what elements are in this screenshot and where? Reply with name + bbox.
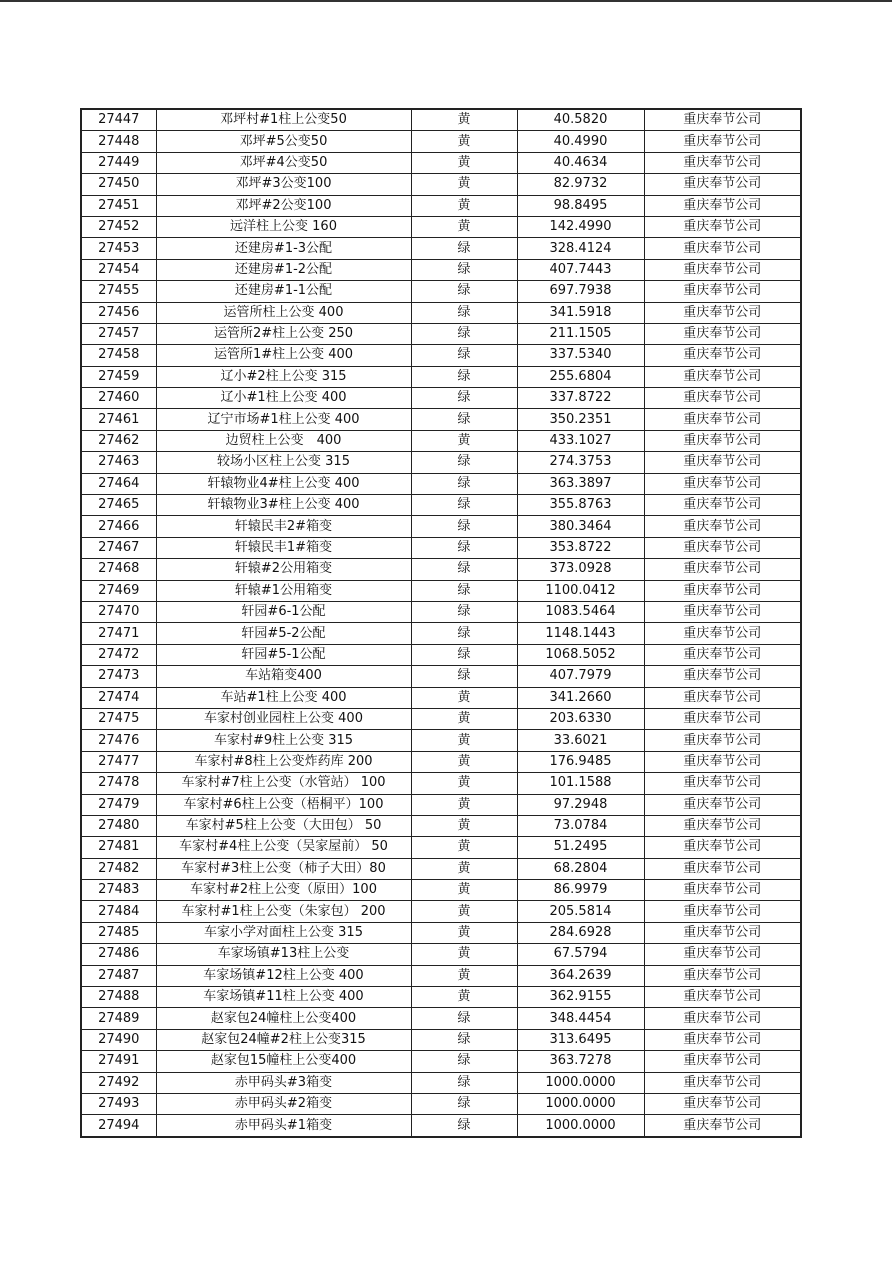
cell-id: 27488	[81, 987, 156, 1008]
cell-color: 绿	[411, 623, 517, 644]
cell-name: 车站#1柱上公变 400	[156, 687, 411, 708]
table-row	[81, 495, 801, 516]
cell-value: 363.3897	[517, 473, 644, 494]
cell-company: 重庆奉节公司	[644, 302, 801, 323]
cell-id: 27469	[81, 580, 156, 601]
cell-id: 27484	[81, 901, 156, 922]
cell-id: 27494	[81, 1115, 156, 1137]
cell-color: 绿	[411, 366, 517, 387]
cell-id: 27450	[81, 174, 156, 195]
table-row	[81, 1115, 801, 1137]
cell-name: 轩园#6-1公配	[156, 601, 411, 622]
cell-color: 绿	[411, 1093, 517, 1114]
table-row	[81, 922, 801, 943]
cell-name: 邓坪#3公变100	[156, 174, 411, 195]
cell-id: 27491	[81, 1051, 156, 1072]
cell-name: 邓坪#5公变50	[156, 131, 411, 152]
table-row	[81, 537, 801, 558]
table-row	[81, 1051, 801, 1072]
cell-color: 绿	[411, 516, 517, 537]
cell-company: 重庆奉节公司	[644, 901, 801, 922]
cell-color: 黄	[411, 195, 517, 216]
cell-company: 重庆奉节公司	[644, 773, 801, 794]
cell-color: 绿	[411, 259, 517, 280]
cell-id: 27490	[81, 1029, 156, 1050]
table-row	[81, 345, 801, 366]
cell-company: 重庆奉节公司	[644, 281, 801, 302]
table-row	[81, 323, 801, 344]
cell-name: 赤甲码头#3箱变	[156, 1072, 411, 1093]
cell-color: 黄	[411, 152, 517, 173]
cell-company: 重庆奉节公司	[644, 388, 801, 409]
table-row	[81, 751, 801, 772]
cell-name: 辽小#1柱上公变 400	[156, 388, 411, 409]
cell-id: 27476	[81, 730, 156, 751]
cell-color: 绿	[411, 1051, 517, 1072]
table-row	[81, 131, 801, 152]
cell-color: 黄	[411, 880, 517, 901]
table-row	[81, 858, 801, 879]
cell-id: 27482	[81, 858, 156, 879]
table-row	[81, 901, 801, 922]
cell-name: 较场小区柱上公变 315	[156, 452, 411, 473]
table-row	[81, 452, 801, 473]
table-row	[81, 773, 801, 794]
cell-company: 重庆奉节公司	[644, 944, 801, 965]
cell-company: 重庆奉节公司	[644, 1072, 801, 1093]
cell-id: 27481	[81, 837, 156, 858]
cell-company: 重庆奉节公司	[644, 1051, 801, 1072]
cell-color: 绿	[411, 580, 517, 601]
table-row	[81, 366, 801, 387]
table-row	[81, 1029, 801, 1050]
cell-color: 黄	[411, 751, 517, 772]
cell-company: 重庆奉节公司	[644, 837, 801, 858]
cell-name: 轩辕物业4#柱上公变 400	[156, 473, 411, 494]
cell-value: 355.8763	[517, 495, 644, 516]
cell-color: 绿	[411, 302, 517, 323]
cell-color: 绿	[411, 345, 517, 366]
cell-color: 绿	[411, 281, 517, 302]
cell-company: 重庆奉节公司	[644, 965, 801, 986]
cell-value: 97.2948	[517, 794, 644, 815]
cell-name: 轩辕民丰1#箱变	[156, 537, 411, 558]
cell-color: 黄	[411, 922, 517, 943]
cell-value: 341.5918	[517, 302, 644, 323]
cell-color: 绿	[411, 495, 517, 516]
table-row	[81, 730, 801, 751]
cell-company: 重庆奉节公司	[644, 708, 801, 729]
cell-value: 101.1588	[517, 773, 644, 794]
table-row	[81, 259, 801, 280]
cell-name: 还建房#1-2公配	[156, 259, 411, 280]
cell-color: 绿	[411, 666, 517, 687]
cell-value: 433.1027	[517, 430, 644, 451]
cell-id: 27472	[81, 644, 156, 665]
cell-company: 重庆奉节公司	[644, 580, 801, 601]
cell-name: 车家场镇#13柱上公变	[156, 944, 411, 965]
cell-color: 黄	[411, 708, 517, 729]
cell-name: 边贸柱上公变 400	[156, 430, 411, 451]
cell-value: 407.7443	[517, 259, 644, 280]
cell-value: 1083.5464	[517, 601, 644, 622]
cell-value: 353.8722	[517, 537, 644, 558]
table-row	[81, 965, 801, 986]
cell-id: 27477	[81, 751, 156, 772]
cell-name: 还建房#1-3公配	[156, 238, 411, 259]
cell-color: 黄	[411, 944, 517, 965]
cell-company: 重庆奉节公司	[644, 1008, 801, 1029]
cell-value: 205.5814	[517, 901, 644, 922]
table-row	[81, 109, 801, 131]
cell-name: 赤甲码头#1箱变	[156, 1115, 411, 1137]
cell-color: 绿	[411, 601, 517, 622]
table-row	[81, 708, 801, 729]
cell-company: 重庆奉节公司	[644, 601, 801, 622]
table-body	[81, 109, 801, 1137]
cell-id: 27475	[81, 708, 156, 729]
cell-value: 313.6495	[517, 1029, 644, 1050]
cell-value: 284.6928	[517, 922, 644, 943]
cell-id: 27466	[81, 516, 156, 537]
cell-company: 重庆奉节公司	[644, 687, 801, 708]
cell-name: 车家场镇#11柱上公变 400	[156, 987, 411, 1008]
cell-company: 重庆奉节公司	[644, 794, 801, 815]
cell-color: 黄	[411, 131, 517, 152]
table-row	[81, 152, 801, 173]
cell-company: 重庆奉节公司	[644, 152, 801, 173]
cell-value: 255.6804	[517, 366, 644, 387]
cell-id: 27453	[81, 238, 156, 259]
cell-name: 车家村#3柱上公变（柿子大田）80	[156, 858, 411, 879]
cell-company: 重庆奉节公司	[644, 666, 801, 687]
table-row	[81, 302, 801, 323]
cell-id: 27464	[81, 473, 156, 494]
cell-company: 重庆奉节公司	[644, 216, 801, 237]
cell-value: 40.4990	[517, 131, 644, 152]
cell-name: 邓坪#4公变50	[156, 152, 411, 173]
cell-value: 363.7278	[517, 1051, 644, 1072]
table-row	[81, 687, 801, 708]
cell-id: 27459	[81, 366, 156, 387]
cell-color: 黄	[411, 687, 517, 708]
cell-id: 27449	[81, 152, 156, 173]
cell-company: 重庆奉节公司	[644, 323, 801, 344]
cell-name: 车家村#4柱上公变（吴家屋前） 50	[156, 837, 411, 858]
cell-id: 27456	[81, 302, 156, 323]
cell-id: 27478	[81, 773, 156, 794]
cell-id: 27465	[81, 495, 156, 516]
cell-company: 重庆奉节公司	[644, 409, 801, 430]
cell-id: 27468	[81, 559, 156, 580]
cell-color: 黄	[411, 858, 517, 879]
cell-value: 373.0928	[517, 559, 644, 580]
cell-company: 重庆奉节公司	[644, 559, 801, 580]
cell-name: 车家村创业园柱上公变 400	[156, 708, 411, 729]
cell-company: 重庆奉节公司	[644, 815, 801, 836]
cell-color: 绿	[411, 1008, 517, 1029]
cell-company: 重庆奉节公司	[644, 366, 801, 387]
table-row	[81, 281, 801, 302]
cell-value: 98.8495	[517, 195, 644, 216]
table-row	[81, 473, 801, 494]
cell-color: 黄	[411, 965, 517, 986]
cell-id: 27492	[81, 1072, 156, 1093]
cell-company: 重庆奉节公司	[644, 131, 801, 152]
cell-value: 337.8722	[517, 388, 644, 409]
cell-id: 27455	[81, 281, 156, 302]
table-row	[81, 1008, 801, 1029]
cell-name: 运管所1#柱上公变 400	[156, 345, 411, 366]
cell-id: 27486	[81, 944, 156, 965]
cell-value: 274.3753	[517, 452, 644, 473]
cell-name: 运管所柱上公变 400	[156, 302, 411, 323]
page-top-rule	[0, 0, 892, 2]
cell-value: 176.9485	[517, 751, 644, 772]
cell-name: 赵家包15幢柱上公变400	[156, 1051, 411, 1072]
cell-value: 362.9155	[517, 987, 644, 1008]
cell-company: 重庆奉节公司	[644, 1029, 801, 1050]
cell-company: 重庆奉节公司	[644, 987, 801, 1008]
cell-company: 重庆奉节公司	[644, 345, 801, 366]
cell-id: 27451	[81, 195, 156, 216]
table-row	[81, 601, 801, 622]
cell-company: 重庆奉节公司	[644, 922, 801, 943]
cell-value: 67.5794	[517, 944, 644, 965]
cell-company: 重庆奉节公司	[644, 259, 801, 280]
cell-color: 黄	[411, 901, 517, 922]
table-row	[81, 880, 801, 901]
cell-company: 重庆奉节公司	[644, 1115, 801, 1137]
cell-value: 73.0784	[517, 815, 644, 836]
cell-id: 27454	[81, 259, 156, 280]
cell-id: 27480	[81, 815, 156, 836]
cell-id: 27487	[81, 965, 156, 986]
cell-name: 车家村#1柱上公变（朱家包） 200	[156, 901, 411, 922]
cell-name: 赤甲码头#2箱变	[156, 1093, 411, 1114]
cell-id: 27457	[81, 323, 156, 344]
cell-value: 40.4634	[517, 152, 644, 173]
table-row	[81, 174, 801, 195]
cell-name: 辽小#2柱上公变 315	[156, 366, 411, 387]
table-row	[81, 944, 801, 965]
cell-color: 绿	[411, 559, 517, 580]
cell-color: 黄	[411, 216, 517, 237]
cell-color: 黄	[411, 837, 517, 858]
cell-value: 328.4124	[517, 238, 644, 259]
table-row	[81, 794, 801, 815]
cell-name: 运管所2#柱上公变 250	[156, 323, 411, 344]
table-row	[81, 644, 801, 665]
cell-id: 27473	[81, 666, 156, 687]
cell-name: 车家村#6柱上公变（梧桐平）100	[156, 794, 411, 815]
cell-value: 82.9732	[517, 174, 644, 195]
cell-color: 绿	[411, 409, 517, 430]
cell-company: 重庆奉节公司	[644, 495, 801, 516]
cell-company: 重庆奉节公司	[644, 452, 801, 473]
cell-value: 407.7979	[517, 666, 644, 687]
table-row	[81, 837, 801, 858]
cell-color: 绿	[411, 323, 517, 344]
cell-value: 203.6330	[517, 708, 644, 729]
cell-color: 黄	[411, 109, 517, 131]
cell-name: 车站箱变400	[156, 666, 411, 687]
table-row	[81, 388, 801, 409]
cell-color: 绿	[411, 452, 517, 473]
cell-id: 27463	[81, 452, 156, 473]
data-table	[80, 108, 802, 1138]
cell-id: 27483	[81, 880, 156, 901]
cell-value: 337.5340	[517, 345, 644, 366]
cell-name: 还建房#1-1公配	[156, 281, 411, 302]
cell-value: 348.4454	[517, 1008, 644, 1029]
cell-color: 绿	[411, 1115, 517, 1137]
cell-company: 重庆奉节公司	[644, 751, 801, 772]
cell-name: 车家村#7柱上公变（水管站） 100	[156, 773, 411, 794]
cell-value: 380.3464	[517, 516, 644, 537]
table-row	[81, 987, 801, 1008]
cell-id: 27479	[81, 794, 156, 815]
table-row	[81, 815, 801, 836]
table-row	[81, 666, 801, 687]
table-row	[81, 409, 801, 430]
cell-color: 绿	[411, 1029, 517, 1050]
cell-id: 27452	[81, 216, 156, 237]
cell-name: 车家场镇#12柱上公变 400	[156, 965, 411, 986]
table-row	[81, 1093, 801, 1114]
table-row	[81, 516, 801, 537]
cell-color: 黄	[411, 815, 517, 836]
cell-color: 黄	[411, 987, 517, 1008]
table-row	[81, 430, 801, 451]
cell-id: 27471	[81, 623, 156, 644]
cell-value: 1068.5052	[517, 644, 644, 665]
cell-value: 1000.0000	[517, 1072, 644, 1093]
cell-color: 绿	[411, 473, 517, 494]
cell-name: 邓坪#2公变100	[156, 195, 411, 216]
cell-id: 27470	[81, 601, 156, 622]
cell-name: 轩园#5-1公配	[156, 644, 411, 665]
table-row	[81, 238, 801, 259]
cell-id: 27460	[81, 388, 156, 409]
cell-company: 重庆奉节公司	[644, 623, 801, 644]
cell-name: 邓坪村#1柱上公变50	[156, 109, 411, 131]
cell-name: 赵家包24幢柱上公变400	[156, 1008, 411, 1029]
cell-color: 绿	[411, 388, 517, 409]
cell-company: 重庆奉节公司	[644, 238, 801, 259]
cell-id: 27474	[81, 687, 156, 708]
cell-name: 远洋柱上公变 160	[156, 216, 411, 237]
cell-color: 绿	[411, 537, 517, 558]
cell-color: 绿	[411, 238, 517, 259]
cell-company: 重庆奉节公司	[644, 880, 801, 901]
cell-name: 赵家包24幢#2柱上公变315	[156, 1029, 411, 1050]
cell-value: 142.4990	[517, 216, 644, 237]
cell-id: 27493	[81, 1093, 156, 1114]
cell-name: 轩辕#2公用箱变	[156, 559, 411, 580]
cell-company: 重庆奉节公司	[644, 473, 801, 494]
cell-value: 1100.0412	[517, 580, 644, 601]
cell-company: 重庆奉节公司	[644, 174, 801, 195]
cell-id: 27485	[81, 922, 156, 943]
table-row	[81, 623, 801, 644]
cell-name: 车家村#9柱上公变 315	[156, 730, 411, 751]
cell-name: 轩园#5-2公配	[156, 623, 411, 644]
cell-company: 重庆奉节公司	[644, 516, 801, 537]
cell-color: 黄	[411, 730, 517, 751]
cell-value: 364.2639	[517, 965, 644, 986]
cell-value: 1000.0000	[517, 1093, 644, 1114]
table-row	[81, 1072, 801, 1093]
cell-id: 27461	[81, 409, 156, 430]
cell-value: 68.2804	[517, 858, 644, 879]
cell-value: 33.6021	[517, 730, 644, 751]
cell-value: 86.9979	[517, 880, 644, 901]
cell-id: 27447	[81, 109, 156, 131]
cell-name: 车家村#2柱上公变（原田）100	[156, 880, 411, 901]
cell-company: 重庆奉节公司	[644, 730, 801, 751]
cell-id: 27467	[81, 537, 156, 558]
cell-color: 绿	[411, 1072, 517, 1093]
cell-value: 341.2660	[517, 687, 644, 708]
cell-id: 27489	[81, 1008, 156, 1029]
cell-name: 车家村#5柱上公变（大田包） 50	[156, 815, 411, 836]
table-row	[81, 580, 801, 601]
cell-company: 重庆奉节公司	[644, 109, 801, 131]
cell-id: 27448	[81, 131, 156, 152]
cell-name: 车家小学对面柱上公变 315	[156, 922, 411, 943]
cell-value: 1000.0000	[517, 1115, 644, 1137]
cell-value: 51.2495	[517, 837, 644, 858]
cell-value: 350.2351	[517, 409, 644, 430]
cell-company: 重庆奉节公司	[644, 537, 801, 558]
cell-name: 轩辕民丰2#箱变	[156, 516, 411, 537]
cell-value: 1148.1443	[517, 623, 644, 644]
cell-color: 绿	[411, 644, 517, 665]
cell-color: 黄	[411, 430, 517, 451]
cell-company: 重庆奉节公司	[644, 430, 801, 451]
table-row	[81, 195, 801, 216]
cell-color: 黄	[411, 794, 517, 815]
cell-company: 重庆奉节公司	[644, 858, 801, 879]
cell-name: 辽宁市场#1柱上公变 400	[156, 409, 411, 430]
cell-color: 黄	[411, 773, 517, 794]
cell-value: 40.5820	[517, 109, 644, 131]
cell-id: 27462	[81, 430, 156, 451]
cell-name: 轩辕物业3#柱上公变 400	[156, 495, 411, 516]
table-row	[81, 559, 801, 580]
cell-company: 重庆奉节公司	[644, 644, 801, 665]
cell-name: 车家村#8柱上公变炸药库 200	[156, 751, 411, 772]
cell-value: 697.7938	[517, 281, 644, 302]
cell-name: 轩辕#1公用箱变	[156, 580, 411, 601]
cell-id: 27458	[81, 345, 156, 366]
cell-company: 重庆奉节公司	[644, 195, 801, 216]
cell-company: 重庆奉节公司	[644, 1093, 801, 1114]
cell-color: 黄	[411, 174, 517, 195]
cell-value: 211.1505	[517, 323, 644, 344]
table-row	[81, 216, 801, 237]
